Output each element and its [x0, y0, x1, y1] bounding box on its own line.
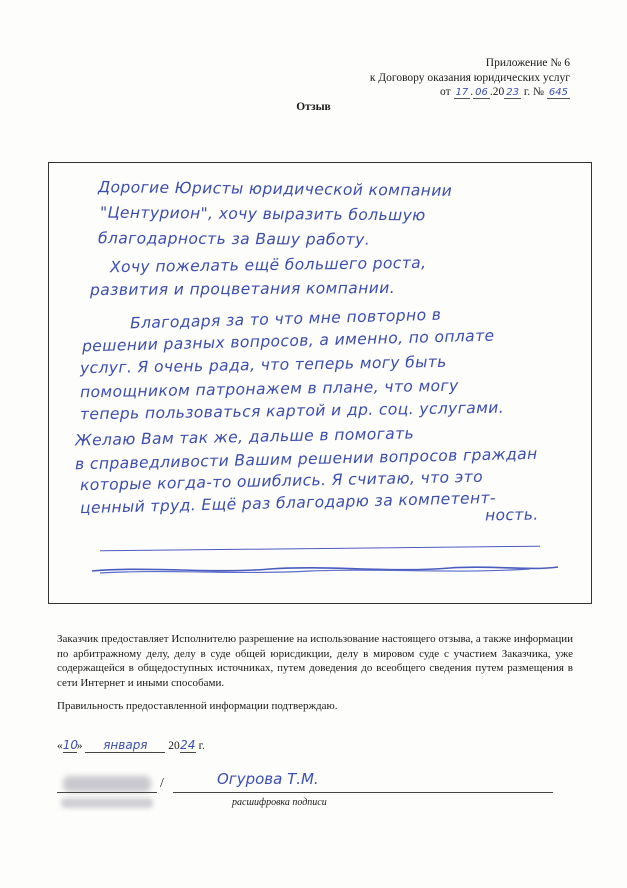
- annex-from-label: от: [440, 86, 451, 98]
- signature-area: [57, 770, 557, 830]
- annex-line-3: от 17 . 06 .20 23 г. № 645: [440, 86, 568, 98]
- date-month: января: [85, 738, 165, 753]
- date-open-quote: «: [57, 740, 63, 752]
- annex-day: 17: [455, 87, 469, 98]
- date-day: 10: [62, 738, 79, 752]
- signature-underline: [57, 792, 157, 793]
- redacted-signature-label: [61, 798, 153, 808]
- review-line: благодарность за Вашу работу.: [97, 229, 371, 249]
- signature-name: Огурова Т.М.: [217, 770, 319, 788]
- review-line: услуг. Я очень рада, что теперь могу быть: [79, 352, 447, 378]
- name-underline: [173, 792, 553, 793]
- review-line: развития и процветания компании.: [89, 278, 396, 300]
- annex-year-prefix: .20: [489, 86, 505, 98]
- annex-month: 06: [475, 87, 488, 98]
- consent-text: Заказчик предоставляет Исполнителю разрешение на использование настоящего отзыва, а также информации по арбитражному делу, делу в суде общей юрисдикции, делу в мировом суде с участием Заказчика, уже содержащейся в общедоступных источниках, путем доведения до всеобщего сведения путем размещения в сети Интернет и иными способами.: [57, 633, 573, 689]
- annex-year-tail: г. №: [523, 86, 545, 98]
- review-line: теперь пользоваться картой и др. соц. услугами.: [79, 398, 505, 424]
- annex-year-suffix: 23: [506, 87, 519, 98]
- date-line: [57, 738, 205, 753]
- review-line: ценный труд. Ещё раз благодарю за компетент-: [79, 488, 497, 518]
- review-line: "Центурион", хочу выразить большую: [99, 203, 426, 225]
- annex-header: [370, 56, 570, 101]
- review-line: Желаю Вам так же, дальше в помогать: [74, 424, 415, 450]
- date-year-suffix: 24: [180, 738, 196, 752]
- date-year-tail: г.: [198, 740, 205, 752]
- review-line: помощником патронажем в плане, что могу: [79, 376, 459, 402]
- signature-slash: /: [160, 776, 164, 791]
- review-line: решении разных вопросов, а именно, по оплате: [81, 326, 495, 356]
- confirm-text: Правильность предоставленной информации подтверждаю.: [57, 700, 338, 712]
- review-line: Хочу пожелать ещё большего роста,: [109, 253, 427, 277]
- review-line: в справедливости Вашим решении вопросов граждан: [74, 444, 538, 474]
- annex-line-1: Приложение № 6: [485, 57, 570, 69]
- review-line: ность.: [484, 505, 539, 525]
- blank-scribble: [90, 562, 560, 576]
- review-line: которые когда-то ошиблись. Я считаю, что это: [79, 467, 484, 495]
- signature-caption: расшифровка подписи: [232, 797, 327, 808]
- annex-number: 645: [548, 87, 568, 98]
- review-line: Благодаря за то что мне повторно в: [129, 305, 442, 333]
- page-title: Отзыв: [296, 101, 331, 113]
- redacted-signature: [63, 776, 151, 792]
- date-year-prefix: 20: [168, 740, 180, 752]
- date-close-quote: »: [76, 740, 83, 752]
- annex-line-2: к Договору оказания юридических услуг: [369, 71, 570, 84]
- review-line: Дорогие Юристы юридической компании: [97, 178, 453, 200]
